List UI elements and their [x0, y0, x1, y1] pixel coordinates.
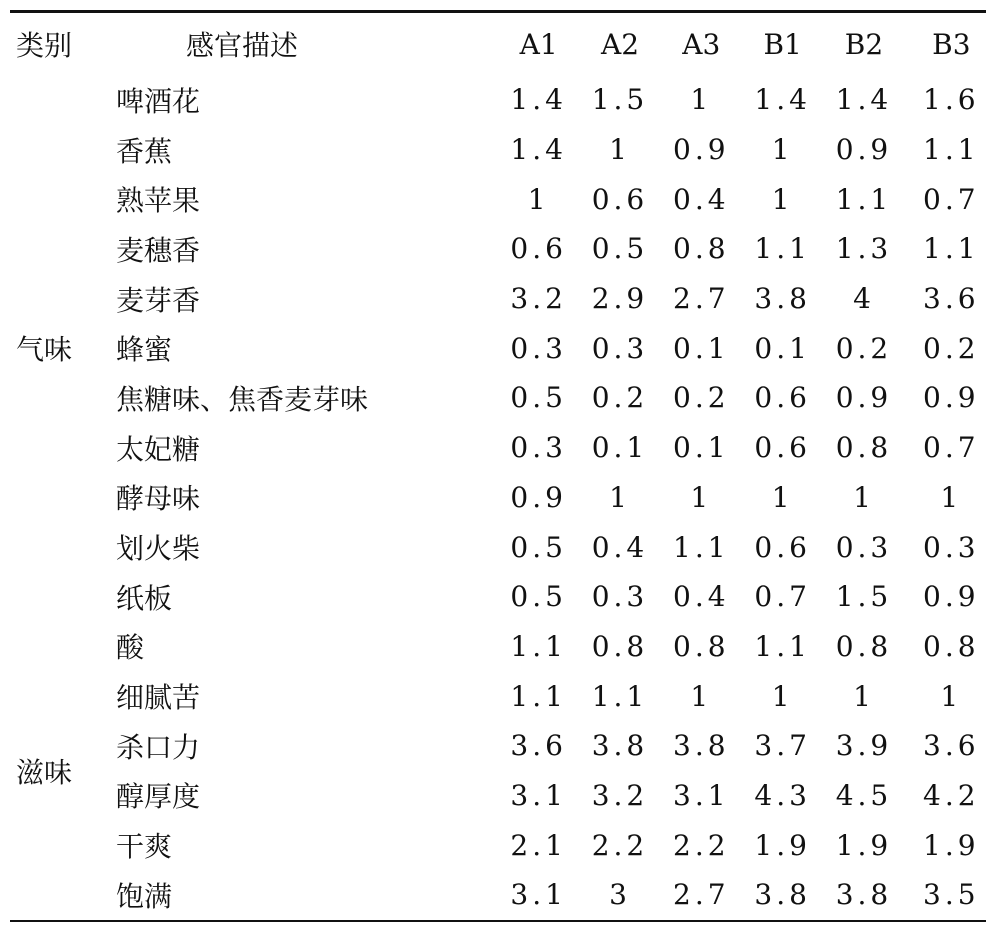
- value-cell: 0.3: [591, 580, 649, 614]
- value-cell: 2.7: [673, 878, 730, 912]
- description-cell: 杀口力: [116, 730, 201, 764]
- value-cell: 3.6: [923, 282, 980, 316]
- value-cell: 1.1: [510, 629, 567, 663]
- value-cell: 0.5: [510, 381, 567, 415]
- value-cell: 0.8: [923, 629, 980, 663]
- table-row: [10, 274, 986, 324]
- description-cell: 饱满: [116, 879, 173, 913]
- value-cell: 0.1: [673, 431, 730, 465]
- value-cell: 0.8: [673, 232, 730, 266]
- header-row: [10, 13, 986, 75]
- value-cell: 1: [940, 679, 963, 713]
- value-cell: 0.9: [835, 133, 893, 167]
- table-row: [10, 75, 986, 125]
- value-cell: 1.1: [510, 679, 567, 713]
- header-b3: B3: [932, 27, 971, 61]
- category-cell: 滋味: [16, 755, 73, 789]
- value-cell: 0.3: [923, 530, 980, 564]
- value-cell: 1: [771, 480, 794, 514]
- header-b1: B1: [763, 27, 802, 61]
- value-cell: 0.2: [591, 381, 649, 415]
- value-cell: 3.8: [835, 878, 893, 912]
- description-cell: 酸: [116, 631, 145, 665]
- value-cell: 3.8: [754, 878, 811, 912]
- table-row: [10, 622, 986, 672]
- value-cell: 0.7: [754, 580, 811, 614]
- value-cell: 0.2: [835, 331, 893, 365]
- value-cell: 3.8: [754, 282, 811, 316]
- description-cell: 焦糖味、焦香麦芽味: [116, 382, 369, 416]
- value-cell: 1.4: [835, 83, 893, 117]
- table-row: [10, 125, 986, 175]
- value-cell: 0.4: [673, 580, 730, 614]
- table-row: [10, 373, 986, 423]
- value-cell: 1.1: [923, 133, 980, 167]
- description-cell: 香蕉: [116, 134, 173, 168]
- value-cell: 0.5: [510, 530, 567, 564]
- value-cell: 1.1: [754, 232, 811, 266]
- value-cell: 1: [690, 83, 713, 117]
- description-cell: 太妃糖: [116, 432, 201, 466]
- value-cell: 0.3: [591, 331, 649, 365]
- sensory-table-container: [10, 10, 986, 922]
- value-cell: 3.8: [591, 729, 649, 763]
- value-cell: 0.1: [591, 431, 649, 465]
- value-cell: 1.4: [510, 133, 567, 167]
- value-cell: 3.2: [591, 778, 649, 812]
- table-row: [10, 671, 986, 721]
- value-cell: 4: [853, 282, 875, 316]
- value-cell: 1.9: [754, 828, 811, 862]
- table-row: [10, 572, 986, 622]
- value-cell: 0.5: [591, 232, 649, 266]
- value-cell: 1: [771, 182, 794, 216]
- value-cell: 1: [690, 679, 713, 713]
- bottom-rule: [10, 920, 986, 922]
- value-cell: 0.2: [923, 331, 980, 365]
- value-cell: 3.8: [673, 729, 730, 763]
- description-cell: 蜂蜜: [116, 333, 173, 367]
- value-cell: 1.4: [510, 83, 567, 117]
- header-a1: A1: [519, 27, 558, 61]
- value-cell: 0.6: [754, 431, 811, 465]
- value-cell: 3.1: [510, 778, 567, 812]
- value-cell: 0.8: [673, 629, 730, 663]
- description-cell: 醇厚度: [116, 780, 201, 814]
- value-cell: 1: [771, 133, 794, 167]
- description-cell: 麦穗香: [116, 233, 201, 267]
- value-cell: 1: [853, 480, 875, 514]
- sensory-table: [10, 13, 986, 920]
- value-cell: 0.1: [673, 331, 730, 365]
- value-cell: 1.5: [835, 580, 893, 614]
- value-cell: 0.9: [835, 381, 893, 415]
- value-cell: 0.3: [510, 331, 567, 365]
- description-cell: 熟苹果: [116, 184, 201, 218]
- header-description: 感官描述: [186, 29, 299, 62]
- header-category: 类别: [16, 29, 73, 62]
- value-cell: 3.1: [510, 878, 567, 912]
- value-cell: 1: [609, 480, 631, 514]
- value-cell: 1.1: [673, 530, 730, 564]
- value-cell: 3.5: [923, 878, 980, 912]
- value-cell: 2.9: [591, 282, 649, 316]
- value-cell: 2.7: [673, 282, 730, 316]
- description-cell: 纸板: [116, 581, 173, 615]
- value-cell: 4.2: [923, 778, 980, 812]
- value-cell: 0.6: [591, 182, 649, 216]
- value-cell: 1.1: [923, 232, 980, 266]
- value-cell: 1.9: [923, 828, 980, 862]
- value-cell: 1: [609, 133, 631, 167]
- value-cell: 0.8: [835, 629, 893, 663]
- value-cell: 0.3: [510, 431, 567, 465]
- value-cell: 2.2: [673, 828, 730, 862]
- value-cell: 0.5: [510, 580, 567, 614]
- table-row: [10, 174, 986, 224]
- value-cell: 0.6: [754, 381, 811, 415]
- table-row: [10, 224, 986, 274]
- value-cell: 1.1: [591, 679, 649, 713]
- value-cell: 3.6: [923, 729, 980, 763]
- category-cell: 气味: [16, 333, 73, 367]
- table-row: [10, 522, 986, 572]
- value-cell: 1.6: [923, 83, 980, 117]
- description-cell: 麦芽香: [116, 283, 201, 317]
- description-cell: 酵母味: [116, 482, 201, 516]
- value-cell: 0.2: [673, 381, 730, 415]
- value-cell: 0.6: [754, 530, 811, 564]
- value-cell: 0.9: [923, 381, 980, 415]
- value-cell: 0.3: [835, 530, 893, 564]
- table-row: [10, 721, 986, 771]
- description-cell: 细腻苦: [116, 681, 201, 715]
- value-cell: 0.7: [923, 182, 980, 216]
- value-cell: 2.1: [510, 828, 567, 862]
- value-cell: 0.9: [510, 480, 567, 514]
- value-cell: 1.1: [754, 629, 811, 663]
- value-cell: 3.1: [673, 778, 730, 812]
- table-row: [10, 473, 986, 523]
- value-cell: 3.9: [835, 729, 893, 763]
- value-cell: 1: [527, 182, 550, 216]
- value-cell: 4.5: [835, 778, 893, 812]
- value-cell: 4.3: [754, 778, 811, 812]
- value-cell: 1: [771, 679, 794, 713]
- value-cell: 0.6: [510, 232, 567, 266]
- table-body: [10, 75, 986, 920]
- value-cell: 0.7: [923, 431, 980, 465]
- value-cell: 3.2: [510, 282, 567, 316]
- value-cell: 2.2: [591, 828, 649, 862]
- description-cell: 干爽: [116, 830, 173, 864]
- value-cell: 1.9: [835, 828, 893, 862]
- value-cell: 0.1: [754, 331, 811, 365]
- value-cell: 0.4: [673, 182, 730, 216]
- value-cell: 0.9: [923, 580, 980, 614]
- value-cell: 1: [853, 679, 875, 713]
- value-cell: 3.7: [754, 729, 811, 763]
- header-a2: A2: [600, 27, 640, 61]
- value-cell: 1.5: [591, 83, 649, 117]
- value-cell: 1.3: [835, 232, 893, 266]
- header-a3: A3: [682, 27, 721, 61]
- value-cell: 1.1: [835, 182, 893, 216]
- value-cell: 0.8: [835, 431, 893, 465]
- table-row: [10, 870, 986, 920]
- value-cell: 3: [609, 878, 631, 912]
- description-cell: 啤酒花: [116, 84, 201, 118]
- description-cell: 划火柴: [116, 532, 201, 566]
- value-cell: 1: [940, 480, 963, 514]
- value-cell: 0.9: [673, 133, 730, 167]
- value-cell: 0.4: [591, 530, 649, 564]
- value-cell: 3.6: [510, 729, 567, 763]
- table-row: [10, 820, 986, 870]
- table-row: [10, 323, 986, 373]
- table-row: [10, 423, 986, 473]
- value-cell: 1.4: [754, 83, 811, 117]
- value-cell: 0.8: [591, 629, 649, 663]
- value-cell: 1: [690, 480, 713, 514]
- header-b2: B2: [844, 27, 884, 61]
- table-row: [10, 771, 986, 821]
